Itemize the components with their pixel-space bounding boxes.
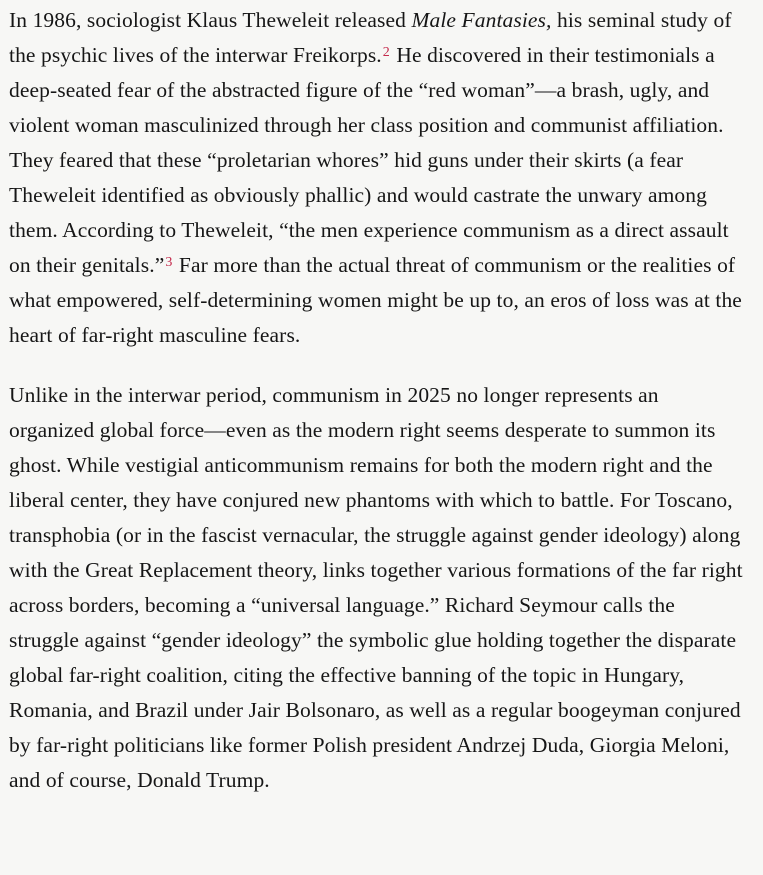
footnote-ref-2[interactable]: 2 xyxy=(382,44,390,60)
paragraph-text: In 1986, sociologist Klaus Theweleit released xyxy=(9,8,412,32)
paragraph-text: his seminal study of the psychic lives of the interwar Freikorps. xyxy=(9,8,732,67)
footnote-ref-3[interactable]: 3 xyxy=(165,254,173,270)
book-title-male-fantasies: Male Fantasies, xyxy=(411,8,552,32)
paragraph-text: He discovered in their testimonials a deep-seated fear of the abstracted figure of the “red woman”—a brash, ugly, and violent woman masculinized through her class position and communist affiliation. They feared that these “proletarian whores” hid guns under their skirts (a fear Theweleit identified as obviously phallic) and would castrate the unwary among them. According to Theweleit, “the men experience communism as a direct assault on their genitals.” xyxy=(9,43,729,277)
paragraph-theweleit xyxy=(9,3,749,353)
paragraph-text: Far more than the actual threat of communism or the realities of what empowered, self-determining women might be up to, an eros of loss was at the heart of far-right masculine fears. xyxy=(9,253,742,347)
paragraph-communism-2025 xyxy=(9,378,749,798)
paragraph-text: Unlike in the interwar period, communism in 2025 no longer represents an organized global force—even as the modern right seems desperate to summon its ghost. While vestigial anticommunism remains for both the modern right and the liberal center, they have conjured new phantoms with which to battle. For Toscano, transphobia (or in the fascist vernacular, the struggle against gender ideology) along with the Great Replacement theory, links together various formations of the far right across borders, becoming a “universal language.” Richard Seymour calls the struggle against “gender ideology” the symbolic glue holding together the disparate global far-right coalition, citing the effective banning of the topic in Hungary, Romania, and Brazil under Jair Bolsonaro, as well as a regular boogeyman conjured by far-right politicians like former Polish president Andrzej Duda, Giorgia Meloni, and of course, Donald Trump. xyxy=(9,383,743,792)
